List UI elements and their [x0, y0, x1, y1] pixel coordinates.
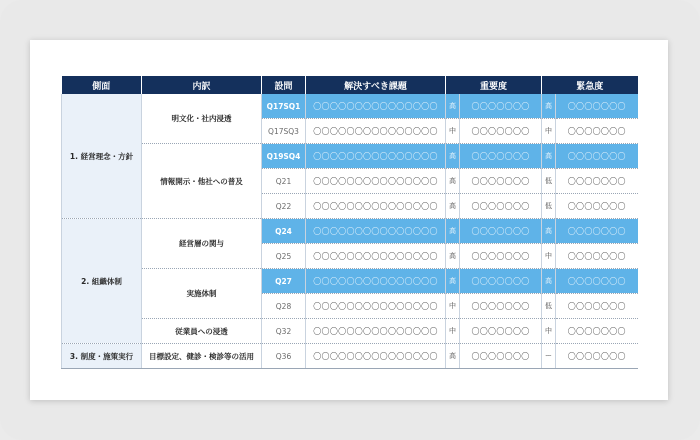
question-id: Q17SQ1: [262, 94, 306, 119]
group-label: 目標設定、健診・検診等の活用: [142, 344, 262, 369]
urgency-level: 高: [542, 269, 556, 294]
importance-level: 高: [446, 94, 460, 119]
issue-text: 〇〇〇〇〇〇〇〇〇〇〇〇〇〇〇: [306, 119, 446, 144]
issue-text: 〇〇〇〇〇〇〇〇〇〇〇〇〇〇〇: [306, 144, 446, 169]
importance-text: 〇〇〇〇〇〇〇: [460, 269, 542, 294]
section-label: 2. 組織体制: [62, 219, 142, 344]
urgency-text: 〇〇〇〇〇〇〇: [556, 269, 638, 294]
importance-text: 〇〇〇〇〇〇〇: [460, 319, 542, 344]
table-row: [62, 269, 638, 294]
urgency-level: 中: [542, 244, 556, 269]
importance-level: 高: [446, 144, 460, 169]
issue-text: 〇〇〇〇〇〇〇〇〇〇〇〇〇〇〇: [306, 194, 446, 219]
importance-text: 〇〇〇〇〇〇〇: [460, 344, 542, 369]
urgency-text: 〇〇〇〇〇〇〇: [556, 194, 638, 219]
importance-level: 高: [446, 194, 460, 219]
table-row: [62, 94, 638, 119]
importance-text: 〇〇〇〇〇〇〇: [460, 219, 542, 244]
importance-text: 〇〇〇〇〇〇〇: [460, 119, 542, 144]
issue-text: 〇〇〇〇〇〇〇〇〇〇〇〇〇〇〇: [306, 269, 446, 294]
question-id: Q19SQ4: [262, 144, 306, 169]
importance-text: 〇〇〇〇〇〇〇: [460, 294, 542, 319]
issue-text: 〇〇〇〇〇〇〇〇〇〇〇〇〇〇〇: [306, 319, 446, 344]
question-id: Q17SQ3: [262, 119, 306, 144]
question-id: Q22: [262, 194, 306, 219]
urgency-level: 高: [542, 219, 556, 244]
importance-level: 中: [446, 119, 460, 144]
question-id: Q27: [262, 269, 306, 294]
importance-level: 高: [446, 269, 460, 294]
urgency-level: 中: [542, 119, 556, 144]
urgency-text: 〇〇〇〇〇〇〇: [556, 219, 638, 244]
table-row: [62, 319, 638, 344]
section-label: 3. 制度・施策実行: [62, 344, 142, 369]
urgency-level: 高: [542, 94, 556, 119]
issue-text: 〇〇〇〇〇〇〇〇〇〇〇〇〇〇〇: [306, 294, 446, 319]
group-label: 明文化・社内浸透: [142, 94, 262, 144]
issue-text: 〇〇〇〇〇〇〇〇〇〇〇〇〇〇〇: [306, 244, 446, 269]
group-label: 実施体制: [142, 269, 262, 319]
urgency-text: 〇〇〇〇〇〇〇: [556, 244, 638, 269]
question-id: Q24: [262, 219, 306, 244]
importance-level: 中: [446, 294, 460, 319]
importance-level: 高: [446, 219, 460, 244]
urgency-level: ー: [542, 344, 556, 369]
urgency-level: 中: [542, 319, 556, 344]
table-row: [62, 344, 638, 369]
importance-text: 〇〇〇〇〇〇〇: [460, 244, 542, 269]
table-header-row: [62, 76, 638, 94]
issue-text: 〇〇〇〇〇〇〇〇〇〇〇〇〇〇〇: [306, 94, 446, 119]
table-row: [62, 219, 638, 244]
importance-level: 高: [446, 169, 460, 194]
importance-text: 〇〇〇〇〇〇〇: [460, 144, 542, 169]
table-row: [62, 144, 638, 169]
issue-text: 〇〇〇〇〇〇〇〇〇〇〇〇〇〇〇: [306, 169, 446, 194]
question-id: Q28: [262, 294, 306, 319]
urgency-level: 低: [542, 194, 556, 219]
issue-text: 〇〇〇〇〇〇〇〇〇〇〇〇〇〇〇: [306, 344, 446, 369]
issue-text: 〇〇〇〇〇〇〇〇〇〇〇〇〇〇〇: [306, 219, 446, 244]
urgency-text: 〇〇〇〇〇〇〇: [556, 94, 638, 119]
header-question: 設問: [262, 76, 306, 94]
header-breakdown: 内訳: [142, 76, 262, 94]
importance-text: 〇〇〇〇〇〇〇: [460, 194, 542, 219]
issue-priority-table: [61, 76, 638, 369]
importance-text: 〇〇〇〇〇〇〇: [460, 94, 542, 119]
urgency-text: 〇〇〇〇〇〇〇: [556, 344, 638, 369]
urgency-text: 〇〇〇〇〇〇〇: [556, 294, 638, 319]
section-label: 1. 経営理念・方針: [62, 94, 142, 219]
importance-level: 高: [446, 244, 460, 269]
importance-level: 中: [446, 319, 460, 344]
header-importance: 重要度: [446, 76, 542, 94]
question-id: Q25: [262, 244, 306, 269]
question-id: Q21: [262, 169, 306, 194]
urgency-level: 高: [542, 144, 556, 169]
urgency-level: 低: [542, 294, 556, 319]
urgency-text: 〇〇〇〇〇〇〇: [556, 169, 638, 194]
group-label: 情報開示・他社への普及: [142, 144, 262, 219]
header-aspect: 側面: [62, 76, 142, 94]
importance-level: 高: [446, 344, 460, 369]
question-id: Q32: [262, 319, 306, 344]
header-issue: 解決すべき課題: [306, 76, 446, 94]
urgency-level: 低: [542, 169, 556, 194]
group-label: 経営層の関与: [142, 219, 262, 269]
document-card: [30, 40, 668, 400]
urgency-text: 〇〇〇〇〇〇〇: [556, 319, 638, 344]
question-id: Q36: [262, 344, 306, 369]
urgency-text: 〇〇〇〇〇〇〇: [556, 119, 638, 144]
header-urgency: 緊急度: [542, 76, 638, 94]
importance-text: 〇〇〇〇〇〇〇: [460, 169, 542, 194]
urgency-text: 〇〇〇〇〇〇〇: [556, 144, 638, 169]
group-label: 従業員への浸透: [142, 319, 262, 344]
